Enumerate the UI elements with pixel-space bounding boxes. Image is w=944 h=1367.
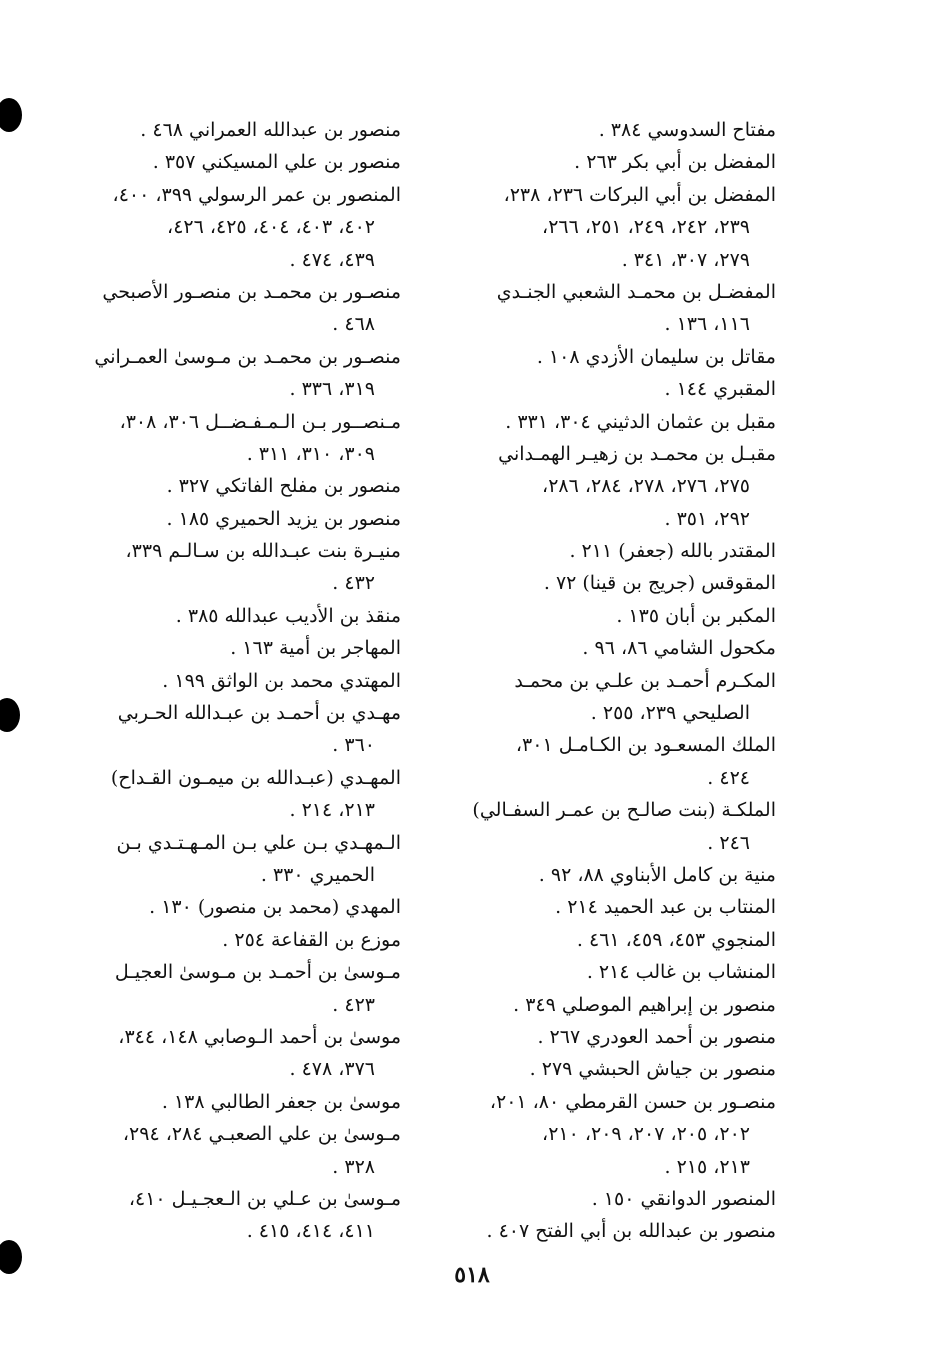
index-entry-line: مفتاح السدوسي ٣٨٤ . <box>598 119 776 141</box>
index-entry-line: المقوقس (جريج بن قينا) ٧٢ . <box>543 572 776 595</box>
index-entry-line: مقبـل بن محمـد بن زهيـر الهمـداني <box>498 442 776 465</box>
index-entry-line: ٣٧٦، ٤٧٨ . <box>289 1058 375 1081</box>
index-entry-line: المنجوي ٤٥٣، ٤٥٩، ٤٦١ . <box>576 928 776 951</box>
index-entry-line: المفضل بن أبي البركات ٢٣٦، ٢٣٨، <box>503 183 776 206</box>
index-entry-line: ٤٦٨ . <box>332 313 375 336</box>
index-entry-line: منصور بن إبراهيم الموصلي ٣٤٩ . <box>513 993 776 1016</box>
index-entry-line: منقذ بن الأديب عبدالله ٣٨٥ . <box>175 604 401 627</box>
index-entry-line: الـمهـدي بـن علي بـن المـهـتـدي بـن <box>116 831 401 854</box>
index-entry-line: المفضل بن أبي بكر ٢٦٣ . <box>574 151 776 174</box>
index-entry-line: منية بن كامل الأبناوي ٨٨، ٩٢ . <box>538 863 776 886</box>
index-entry-line: المهاجر بن أمية ١٦٣ . <box>230 637 401 660</box>
index-entry-line: ٢١٣، ٢١٤ . <box>289 799 375 822</box>
index-entry-line: المنصور الدوانقي ١٥٠ . <box>591 1187 776 1210</box>
index-entry-line: ٤٣٩، ٤٧٤ . <box>289 248 375 271</box>
index-entry-line: الملك المسعـود بن الكـامـل ٣٠١، <box>515 734 776 757</box>
index-entry-line: ٤١١، ٤١٤، ٤١٥ . <box>246 1220 375 1243</box>
index-entry-line: موسىٰ بن جعفر الطالبي ١٣٨ . <box>161 1090 401 1113</box>
index-entry-line: مـوسىٰ بن عـلي بن الـعجـيـل ٤١٠، <box>128 1187 401 1210</box>
index-entry-line: منصور بن علي المسيكني ٣٥٧ . <box>152 151 401 174</box>
index-entry-line: ١١٦، ١٣٦ . <box>664 313 750 336</box>
index-entry-line: المكـرم أحمـد بن علـي بن محمـد <box>514 669 776 692</box>
index-entry-line: مقبل بن عثمان الدثيني ٣٠٤، ٣٣١ . <box>505 410 776 433</box>
punch-hole-middle <box>0 698 20 732</box>
index-entry-line: ٢٩٢، ٣٥١ . <box>664 507 750 530</box>
index-entry-line: منصور بن عبدالله العمراني ٤٦٨ . <box>140 119 401 141</box>
index-entry-line: مكحول الشامي ٨٦، ٩٦ . <box>582 637 776 660</box>
index-column-right <box>464 114 776 1248</box>
index-entry-line: مهـدي بن أحمـد بن عبـدالله الحـربي <box>117 702 401 725</box>
index-entry-line: ٢٧٩، ٣٠٧، ٣٤١ . <box>621 248 750 271</box>
index-entry-line: المنشاب بن غالب ٢١٤ . <box>586 961 776 984</box>
index-entry-line: ٣٦٠ . <box>332 734 375 757</box>
index-entry-line: المقبري ١٤٤ . <box>664 378 776 401</box>
index-entry-line: المكبر بن أبان ١٣٥ . <box>616 604 776 627</box>
index-entry-line: منيـرة بنت عبـدالله بن سـالـم ٣٣٩، <box>125 540 401 563</box>
index-entry-line: المنتاب بن عبد الحميد ٢١٤ . <box>555 896 776 919</box>
index-entry-line: ٤٣٢ . <box>332 572 375 595</box>
index-entry-line: موسىٰ بن أحمد الـوصابي ١٤٨، ٣٤٤، <box>118 1025 401 1048</box>
index-entry-line: ٣٠٩، ٣١٠، ٣١١ . <box>246 442 375 465</box>
index-entry-line: مـوسىٰ بن علي الصعبـي ٢٨٤، ٢٩٤، <box>122 1123 401 1146</box>
index-entry-line: الصليحي ٢٣٩، ٢٥٥ . <box>590 702 750 725</box>
index-entry-line: منصور بن عبدالله بن أبي الفتح ٤٠٧ . <box>486 1220 776 1243</box>
index-entry-line: الملكـة (بنت صالـح بن عمـر السفـالي) <box>472 799 776 822</box>
index-column-left <box>83 114 401 1248</box>
index-entry-line: منصور بن جياش الحبشي ٢٧٩ . <box>529 1058 776 1081</box>
index-entry-line: مـوسىٰ بن أحمـد بن مـوسىٰ العجيـل <box>114 961 401 984</box>
index-entry-line: المهتدي محمد بن الواثق ١٩٩ . <box>162 669 401 692</box>
index-entry-line: الحميري ٣٣٠ . <box>260 863 375 886</box>
index-entry-line: ٤٢٤ . <box>707 766 750 789</box>
index-entry-line: موزع بن القفاعة ٢٥٤ . <box>222 928 401 951</box>
index-entry-line: ٣١٩، ٣٣٦ . <box>289 378 375 401</box>
index-entry-line: المفضـل بن محمـد الشعبي الجنـدي <box>496 280 776 303</box>
index-entry-line: المنصور بن عمر الرسولي ٣٩٩، ٤٠٠، <box>112 183 401 206</box>
index-entry-line: ٢٧٥، ٢٧٦، ٢٧٨، ٢٨٤، ٢٨٦، <box>542 475 750 498</box>
index-entry-line: المهـدي (عبـدالله بن ميمـون القـداح) <box>110 766 401 789</box>
index-entry-line: ٤٠٢، ٤٠٣، ٤٠٤، ٤٢٥، ٤٢٦، <box>167 216 375 239</box>
index-entry-line: منصـور بن محمـد بن مـوسىٰ العمـراني <box>94 345 401 368</box>
index-entry-line: مقاتل بن سليمان الأزدي ١٠٨ . <box>536 345 776 368</box>
index-entry-line: ٤٢٣ . <box>332 993 375 1016</box>
index-entry-line: منصور بن أحمد العودري ٢٦٧ . <box>537 1025 776 1048</box>
index-entry-line: المقتدر بالله (جعفر) ٢١١ . <box>569 540 776 563</box>
index-entry-line: المهدي (محمد بن منصور) ١٣٠ . <box>149 896 401 919</box>
index-entry-line: منصور بن يزيد الحميري ١٨٥ . <box>166 507 401 530</box>
index-entry-line: منصـور بن حسن القرمطي ٨٠، ٢٠١، <box>489 1090 776 1113</box>
index-entry-line: ٢١٣، ٢١٥ . <box>664 1155 750 1178</box>
index-entry-line: منصـور بن محمـد بن منصـور الأصبحي <box>102 280 401 303</box>
index-entry-line: ٢٤٦ . <box>707 831 750 854</box>
index-entry-line: ٢٣٩، ٢٤٢، ٢٤٩، ٢٥١، ٢٦٦، <box>542 216 750 239</box>
punch-hole-top <box>0 98 22 132</box>
page-number: ٥١٨ <box>454 1262 490 1288</box>
index-entry-line: ٣٢٨ . <box>332 1155 375 1178</box>
index-entry-line: منصور بن مفلح الفاتكي ٣٢٧ . <box>166 475 401 498</box>
index-entry-line: مـنصــور بـن الـمـفـضــل ٣٠٦، ٣٠٨، <box>119 410 401 433</box>
index-entry-line: ٢٠٢، ٢٠٥، ٢٠٧، ٢٠٩، ٢١٠، <box>542 1123 750 1146</box>
